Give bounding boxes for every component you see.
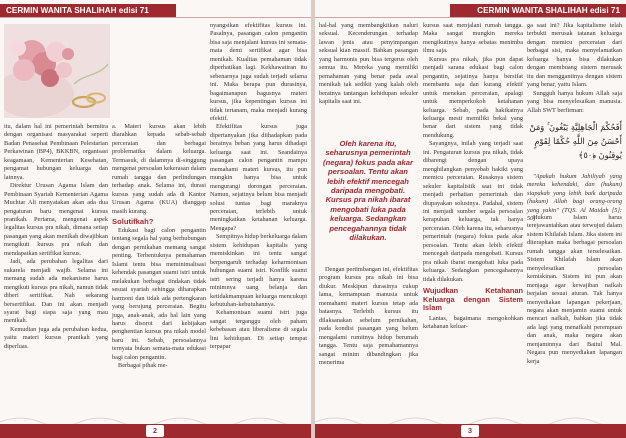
page-number: 3 (461, 425, 479, 437)
paragraph: Jadi, ada perubahan legalitas dari sukarela menjadi wajib. Selama ini memang sudah ada mekanisme harus mengikuti kursus pra nikah, namun tidak diberi sertifikat. Nah sekarang bersertifikat. Dan ini akan menjadi syarat bagi siapa saja yang mau menikah. (4, 258, 108, 325)
floral-ornament (0, 414, 311, 424)
paragraph: nyangsikan efektifitas kursus ini. Pasalnya, pasangan calon pengantin bisa saja menjalani kursus ini semata-mata demi sertifikat agar bisa menikah. Kualitas pemahaman tidak diperhatikan lagi. Kekhawatiran itu sebenarnya juga sudah terjadi selama ini. Maka berapa pun durasinya, bagaimanapun bagusnya materi kursus, jika kepentingan kursus ini tidak tertanam, maka menjadi kurang efektif. (210, 22, 307, 122)
paragraph: Berbagai pihak me- (118, 362, 168, 370)
right-column-1-bottom (319, 266, 418, 367)
paragraph: itu, dalam hal ini pemerintah bermitra dengan organisasi masyarakat seperti Badan Penasehat Pembinaan Pelestarian Perkawinan (BP4), BKKBN, organisasi keagamaan, Kementerian Kesehatan, pengamat hubungan keluarga dan lainnya. (4, 123, 108, 181)
paragraph: hal-hal yang membangkitkan naluri seksual. Kecenderungan terhadap lawan jenis atau penyimpangan seksual kian massif. Bahkan pasangan yang harmonis pun bisa tergerus oleh semua itu. Mereka yang memiliki pemahaman yang benar pada awal menikah tak sedikit yang kalah oleh beratnya tantangan kehidupan sekuler kapitalis saat ini. (319, 22, 418, 106)
right-page-header: CERMIN WANITA SHALIHAH edisi 71 (450, 4, 626, 17)
translation-text: "Apakah hukum Jahiliyah yang mereka kehendaki, dan (hukum) siapakah yang lebih baik daripada (hukum) Allah bagi orang-orang yang yakin" (TQS. Al Maidah [5]: 50) (527, 173, 622, 223)
paragraph: Kehamonisan suami istri juga sangat terganggu oleh paham kebebasan atau liberalisme di segala lini kehidupan. Di setiap tempat terpapar (210, 309, 307, 351)
paragraph: Lantas, bagaimana mengokohkan ketahanan keluar- (423, 314, 523, 331)
paragraph: kursus saat menjalani rumah tangga. Maka sangat mungkin mereka mengikutinya hanya sebatas menimba ilmu saja. (423, 22, 523, 55)
left-page-header: CERMIN WANITA SHALIHAH edisi 71 (0, 4, 176, 17)
section-heading-solutif: Solutifkah? (112, 216, 154, 226)
flowers-photo (4, 24, 110, 118)
left-column-3 (210, 22, 307, 352)
paragraph: Sayangnya, inilah yang terjadi saat ini. Pengaturan kursus pra nikah, tidak dibarengi dengan upaya menghilangkan penyebab hakiki yang memicu perceraian. Rusaknya sistem sekuler kapitalistik saat ini tidak menjadi perhatian pemerintah dan diupayakan solusinya. Padahal, sistem ini menjadi sumber segala persoalan kerapuhan keluarga, tak hanya perceraian. Oleh karena itu, seharusnya pemerintah (negara) fokus pada akar persoalan. Tentu akan lebih efektif mencegah daripada mengobati. Kursus pra nikah ibarat mengobati luka pada keluarga. Sedangkan pencegahannya tidak dilakukan. (423, 140, 523, 283)
paragraph: Hukum Islam harus terejawantahkan atau terwujud dalam sistem Khilafah Islam. Jika sistem ini diterapkan maka berbagai persoalan rumah tangga akan terselesaikan. Sistem Khilafah Islam akan menyelesaikan persoalan kemiskinan. Sistem ini pun akan menjaga agar kewajiban nafkah berjalan sesuai aturan. Tak hanya menyediakan lapangan pekerjaan, negara akan menjamin suami untuk mencari nafkah, bahkan jika tidak ada lagi yang menafkahi perempuan dan anak, maka negara akan menjaminnya dari Baitul Mal. Negara pun menyediakan lapangan kerja (527, 214, 622, 365)
right-column-1-top (319, 22, 418, 107)
quran-verse-arabic: أَفَحُكْمَ الْجَاهِلِيَّةِ يَبْغُونَ ۚ وَمَنْ أَحْسَنُ مِنَ اللَّهِ حُكْمًا لِقَوْمٍ يُوقِنُونَ ﴿٥٠﴾ (529, 122, 622, 160)
floral-ornament (315, 414, 626, 424)
section-heading-ketahanan: Wujudkan Ketahanan Keluarga dengan Sistem Islam (423, 286, 523, 313)
right-column-3-bottom (527, 214, 622, 366)
paragraph: Sempitnya hidup berkeluarga dalam sistem kehidupan kapitalis yang memiskinkan ini tentu sangat berpengaruh terhadap keharmonisan hubungan suami istri. Konflik suami istri sering terjadi hanya karena minimnya uang belanja dan ketidakmampuan keluarga mencukupi kebutuhan-kebutuhannya. (210, 233, 307, 308)
header-rule (315, 17, 626, 18)
pull-quote: Oleh karena itu, seharusnya pemerintah (negara) fokus pada akar persoalan. Tentu akan lebih efektif mencegah daripada mengobati. Kursus pra nikah ibarat mengobati luka pada keluarga. Sedangkan pencegahannya tidak dilakukan. (323, 139, 413, 243)
paragraph: Efektifitas kursus juga dipertanyakan jika diihadapkan pada beratnya beban yang harus dihadapi keluarga saat ini. Seandainya pasangan calon pengantin mampu memahami materi kursus, itu pun mungkin hanya bisa untuk mengurangi dorongan perceraian. Namun, sejatinya belum bisa menjadi solusi tuntas bagi maraknya perceraian, terlebih untuk meningkatkan ketahanan keluarga. Mengapa? (210, 123, 307, 232)
right-column-2 (423, 22, 523, 332)
paragraph: ga saat ini? Jika kapitalisme telah terbukti merusak tatanan keluarga dengan memicu perceraian dari berbagai sisi, maka menyelamatkan keluarga hanya bisa dilakukan dengan membuang sistem merusak itu dan menggantinya dengan sistem yang benar, yaitu Islam. (527, 22, 622, 89)
left-column-1 (4, 123, 108, 351)
left-column-2 (112, 123, 206, 371)
paragraph: Kemudian juga ada perubahan kedua, yaitu materi kursus pranikah yang diperluas. (4, 325, 108, 350)
left-page (0, 0, 311, 438)
page-number: 2 (146, 425, 164, 437)
flowers-image (4, 24, 110, 118)
paragraph: Edukasi bagi calon pengantin tentang segala hal yang berhubungan dengan pernikahan memang sangat penting. Terbentuknya pemahaman Islami tentu bisa meminimalisasi kehendak pasangan suami istri untuk melakukan berbagai tindakan tidak sesuai syariah sehingga diharapkan harmoni dan tidak ada pertengkaran yang berujung perceraian. Begitu juga, anak-anak, ada hal lain yang harus disorot dari kebijakan penghentian kursus pra nikah model baru ini. Sebab, persoalannya ternyata bukan semata-mata edukasi bagi calon pengantin. (112, 226, 206, 361)
header-rule (0, 17, 311, 18)
right-page (315, 0, 626, 438)
paragraph: Sungguh hanya hukum Allah saja yang bisa menyelesaikan manusia. Allah SWT berfirman: (527, 89, 622, 114)
paragraph: Direktur Urusan Agama Islam dan Pembinaan Syariah Kementerian Agama Muchtar Ali menyatakan akan ada dua pengaturan baru mengenai kursus pranikah. Pertama, mengenai aspek legalitas kursus pra nikah, dimana setiap pasangan yang akan menikah diwajibkan mengikuti kursus pra nikah dan mendapatkan sertifikat kursus. (4, 182, 108, 257)
paragraph: Kursus pra nikah, jika pun dapat menjadi sarana edukasi bagi calon pengantin, sejatinya hanya bersifat membantu saja dan kurang efektif untuk menekan perceraian, apalagi untuk memperkokoh ketahanan keluarga. Sebab, pada hakikatnya keluarga mesti memiliki bekal yang benar dari sistem yang tidak mendukung. (423, 55, 523, 139)
paragraph: a. Materi kursus akan lebih diarahkan kepada sebab-sebab perceraian dan berbagai problematika dalam keluarga. Termasuk, di dalamnya di-singgung mengenai persoalan kekerasan dalam rumah tangga dan perlindungan terhadap anak. Selama ini, durasi kursus yang sudah ada di Kantor Urusan Agama (KUA) dianggap masih kurang. (112, 123, 206, 215)
right-column-3-top (527, 22, 622, 115)
paragraph: Dengan pertimbangan ini, efektifitas program kursus pra nikah ini bisa diukur. Meskipun durasinya cukup lama, kemampuan manusia untuk memahami materi kursus tetap ada batasnya. Terlebih kursus itu dilaksanakan sebelum pernikahan, pada kondisi pasangan yang belum mengalami rumitnya hidup berumah tangga. Tentu saja pemahamannya sangat minim dibandingkan jika menerima (319, 266, 418, 366)
